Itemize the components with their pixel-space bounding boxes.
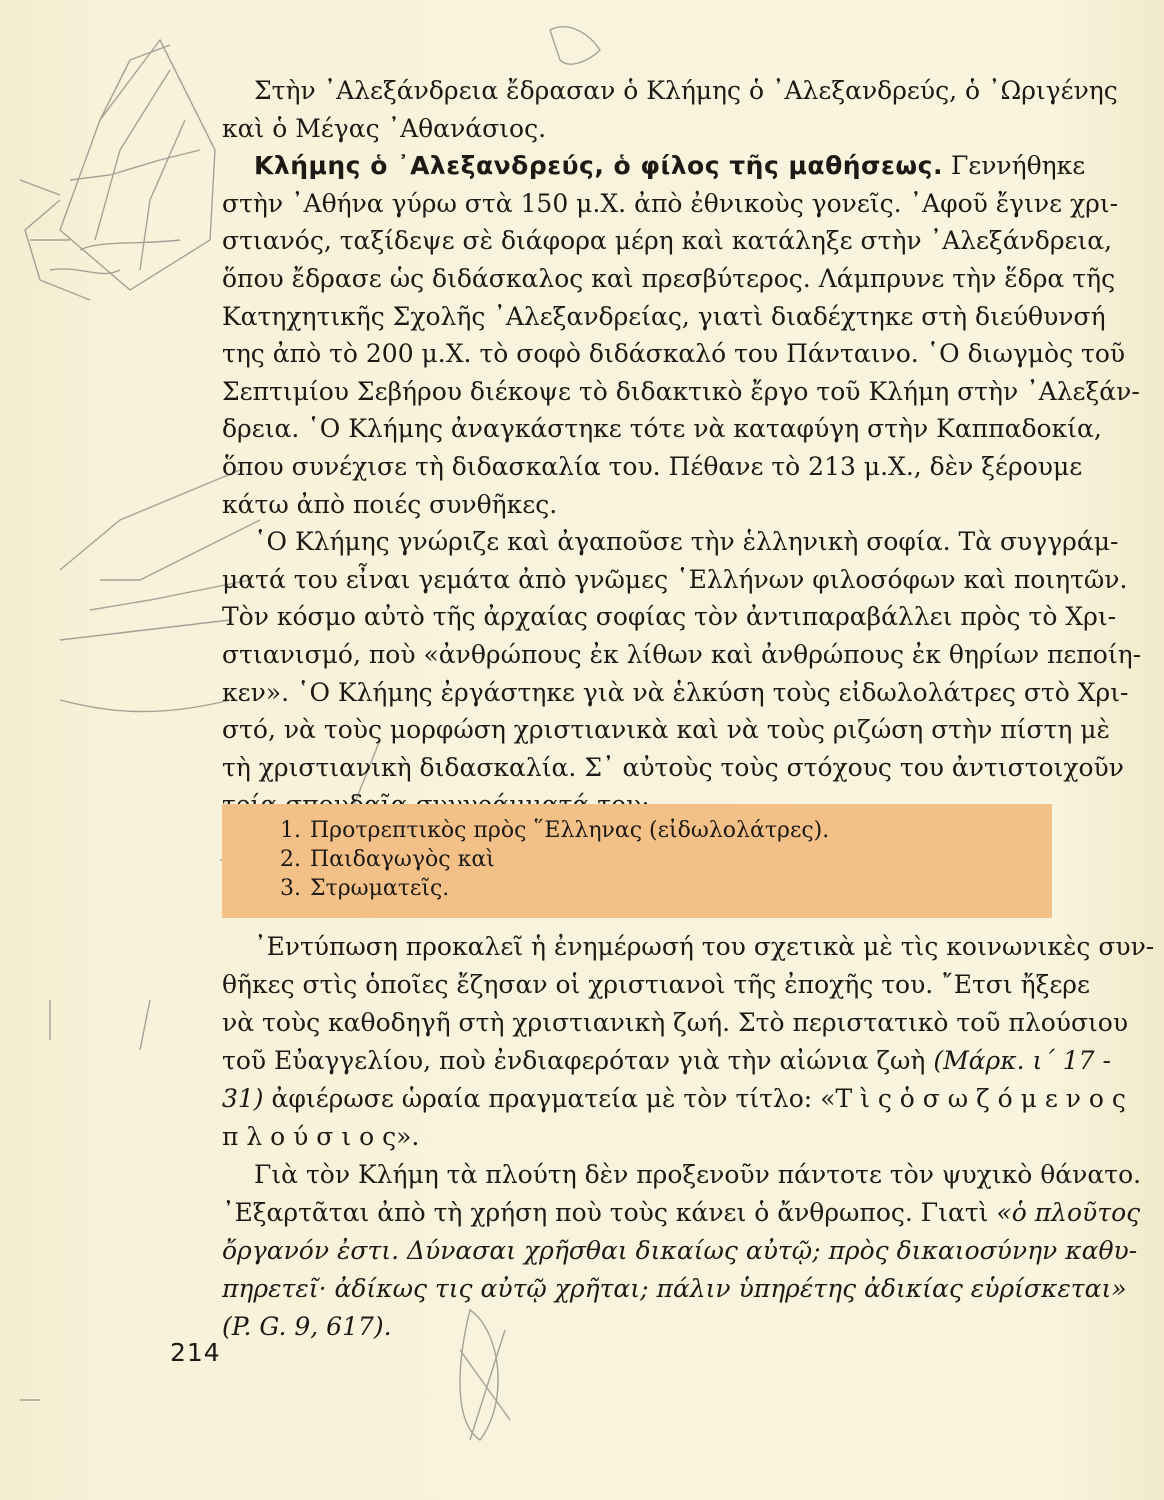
text-line: π λ ο ύ σ ι ο ς». — [222, 1122, 420, 1151]
text-line — [222, 1042, 1111, 1080]
main-text-block — [222, 72, 1142, 824]
text-line: τὴ χριστιανικὴ διδασκαλία. Σ᾿ αὐτοὺς τοὺς στόχους του ἀντιστοιχοῦν — [222, 752, 1124, 782]
list-number: 3. — [280, 876, 301, 901]
text-line: στιανός, ταξίδεψε σὲ διάφορα μέρη καὶ κατάληξε στὴν ᾿Αλεξάνδρεια, — [222, 226, 1113, 256]
text-line: νὰ τοὺς καθοδηγῆ στὴ χριστιανικὴ ζωή. Στὸ περιστατικὸ τοῦ πλούσιου — [222, 1008, 1129, 1037]
text-line — [222, 1194, 1141, 1232]
work-title: Παιδαγωγὸς καὶ — [310, 847, 495, 872]
text-line: δρεια. ῾Ο Κλήμης ἀναγκάστηκε τότε νὰ καταφύγη στὴν Καππαδοκία, — [222, 414, 1102, 444]
list-item — [280, 845, 829, 874]
list-number: 2. — [280, 847, 301, 872]
text-line: στὴν ᾿Αθήνα γύρω στὰ 150 μ.Χ. ἀπὸ ἐθνικοὺς γονεῖς. ᾿Αφοῦ ἔγινε χρι- — [222, 188, 1119, 218]
quote-line: ὄργανόν ἐστι. Δύνασαι χρῆσθαι δικαίως αὐτῷ; πρὸς δικαιοσύνην καθυ- — [222, 1236, 1138, 1265]
text-line: κάτω ἀπὸ ποιές συνθῆκες. — [222, 489, 558, 519]
quote-line: (P. G. 9, 617). — [222, 1312, 392, 1341]
list-item — [280, 874, 829, 903]
text-fragment: ᾿Εξαρτᾶται ἀπὸ τὴ χρήση ποὺ τοὺς κάνει ὁ ἄνθρωπος. Γιατὶ — [222, 1198, 989, 1227]
text-fragment: ἀφιέρωσε ὡραία πραγματεία μὲ τὸν τίτλο: «Τ ὶ ς ὁ σ ω ζ ό μ ε ν ο ς — [271, 1084, 1126, 1113]
scripture-reference-cont: 31) — [222, 1084, 264, 1113]
quote-line: πηρετεῖ· ἀδίκως τις αὐτῷ χρῆται; πάλιν ὑπηρέτης ἀδικίας εὑρίσκεται» — [222, 1274, 1127, 1303]
text-line: καὶ ὁ Μέγας ᾿Αθανάσιος. — [222, 113, 547, 143]
text-line: θῆκες στὶς ὁποῖες ἔζησαν οἱ χριστιανοὶ τῆς ἐποχῆς του. ῎Ετσι ἤξερε — [222, 970, 1090, 999]
text-line: στιανισμό, ποὺ «ἀνθρώπους ἐκ λίθων καὶ ἀνθρώπους ἐκ θηρίων πεποίη- — [222, 639, 1142, 669]
text-line: της ἀπὸ τὸ 200 μ.Χ. τὸ σοφὸ διδάσκαλό του Πάνταινο. ῾Ο διωγμὸς τοῦ — [222, 339, 1126, 369]
text-fragment: Γεννήθηκε — [950, 151, 1086, 181]
text-line: κεν». ῾Ο Κλήμης ἐργάστηκε γιὰ νὰ ἑλκύση τοὺς εἰδωλολάτρες στὸ Χρι- — [222, 677, 1129, 707]
list-item — [280, 816, 829, 845]
text-line: ὅπου ἔδρασε ὡς διδάσκαλος καὶ πρεσβύτερος. Λάμπρυνε τὴν ἕδρα τῆς — [222, 263, 1116, 293]
work-title: Στρωματεῖς. — [310, 876, 450, 901]
text-line: ᾿Εντύπωση προκαλεῖ ἡ ἐνημέρωσή του σχετικὰ μὲ τὶς κοινωνικὲς συν- — [254, 932, 1155, 961]
text-line: Τὸν κόσμο αὐτὸ τῆς ἀρχαίας σοφίας τὸν ἀντιπαραβάλλει πρὸς τὸ Χρι- — [222, 602, 1117, 632]
page-number: 214 — [170, 1338, 221, 1367]
works-highlight-box — [222, 804, 1052, 918]
text-line: Σεπτιμίου Σεβήρου διέκοψε τὸ διδακτικὸ ἔργο τοῦ Κλήμη στὴν ᾿Αλεξάν- — [222, 376, 1140, 406]
section-heading: Κλήμης ὁ ᾿Αλεξανδρεύς, ὁ φίλος τῆς μαθήσεως. — [254, 151, 943, 181]
text-line: ῾Ο Κλήμης γνώριζε καὶ ἀγαποῦσε τὴν ἑλληνικὴ σοφία. Τὰ συγγράμ- — [254, 527, 1119, 557]
work-title: Προτρεπτικὸς πρὸς ῞Ελληνας (εἰδωλολάτρες). — [310, 818, 830, 843]
section-heading-line — [222, 147, 1086, 185]
text-line: στό, νὰ τοὺς μορφώση χριστιανικὰ καὶ νὰ τοὺς ριζώση στὴν πίστη μὲ — [222, 715, 1110, 745]
second-text-block — [222, 928, 1155, 1346]
quote-fragment: «ὁ πλοῦτος — [996, 1198, 1141, 1227]
text-line: ματά του εἶναι γεμάτα ἀπὸ γνῶμες ῾Ελλήνων φιλοσόφων καὶ ποιητῶν. — [222, 564, 1128, 594]
text-line: Κατηχητικῆς Σχολῆς ᾿Αλεξανδρείας, γιατὶ διαδέχτηκε στὴ διεύθυνσή — [222, 301, 1106, 331]
scripture-reference: (Μάρκ. ι´ 17 - — [933, 1046, 1111, 1075]
text-line: Στὴν ᾿Αλεξάνδρεια ἔδρασαν ὁ Κλήμης ὁ ᾿Αλεξανδρεύς, ὁ ᾿Ωριγένης — [254, 76, 1118, 105]
text-line: ὅπου συνέχισε τὴ διδασκαλία του. Πέθανε τὸ 213 μ.Χ., δὲν ξέρουμε — [222, 451, 1083, 481]
text-line: Γιὰ τὸν Κλήμη τὰ πλούτη δὲν προξενοῦν πάντοτε τὸν ψυχικὸ θάνατο. — [254, 1160, 1142, 1189]
text-line — [222, 1080, 1126, 1118]
works-list — [280, 816, 829, 903]
text-fragment: τοῦ Εὐαγγελίου, ποὺ ἐνδιαφερόταν γιὰ τὴν αἰώνια ζωὴ — [222, 1046, 926, 1075]
list-number: 1. — [280, 818, 301, 843]
